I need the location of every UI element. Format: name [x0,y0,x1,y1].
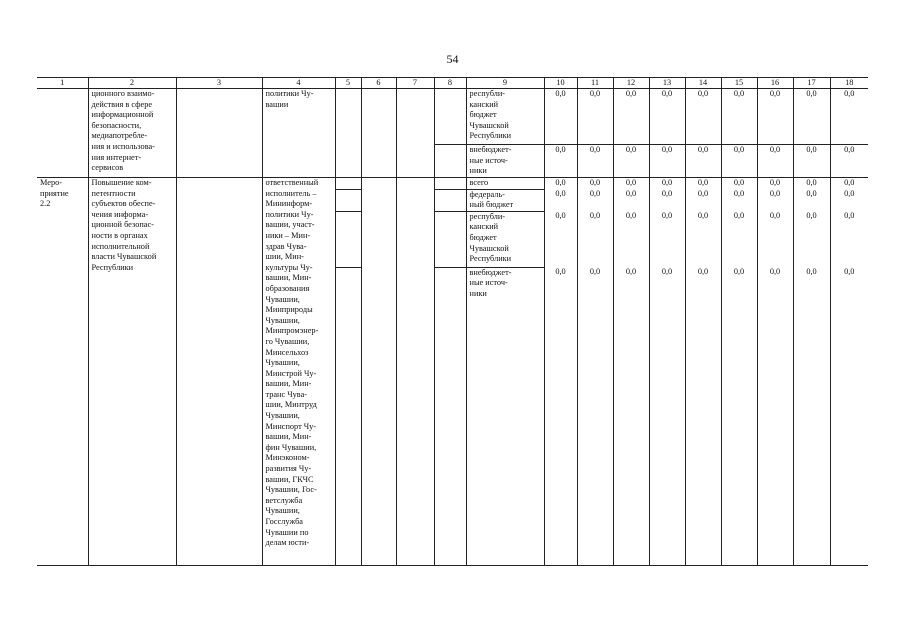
cell-col8 [434,89,466,145]
value-cell: 0,0 [577,178,613,190]
cell-col8 [434,145,466,178]
cell-col8 [434,189,466,211]
value-cell: 0,0 [685,189,721,211]
funding-source-cell: всего [466,178,544,190]
value-cell: 0,0 [685,211,721,267]
cell-col5 [335,267,361,565]
value-cell: 0,0 [721,267,757,565]
table-row [37,89,868,145]
value-cell: 0,0 [793,211,830,267]
value-cell: 0,0 [793,267,830,565]
value-cell: 0,0 [793,189,830,211]
value-cell: 0,0 [613,189,649,211]
column-number: 18 [830,78,868,89]
cell-col5 [335,189,361,211]
cell-col5 [335,89,361,178]
column-number: 13 [649,78,685,89]
funding-source-cell: федераль- ный бюджет [466,189,544,211]
column-number: 1 [37,78,88,89]
program-table [37,77,868,566]
column-number: 4 [262,78,335,89]
value-cell: 0,0 [830,145,868,178]
cell-col5 [335,211,361,267]
value-cell: 0,0 [793,89,830,145]
table-row [37,178,868,190]
value-cell: 0,0 [649,178,685,190]
funding-source-cell: республи- канский бюджет Чувашской Республики [466,89,544,145]
value-cell: 0,0 [830,178,868,190]
value-cell: 0,0 [544,89,577,145]
column-number: 9 [466,78,544,89]
value-cell: 0,0 [830,211,868,267]
column-number: 3 [176,78,262,89]
cell-col8 [434,211,466,267]
funding-source-cell: республи- канский бюджет Чувашской Республики [466,211,544,267]
value-cell: 0,0 [577,145,613,178]
value-cell: 0,0 [685,145,721,178]
value-cell: 0,0 [757,178,793,190]
value-cell: 0,0 [649,267,685,565]
value-cell: 0,0 [757,189,793,211]
activity-name-cell: Повышение ком- петентности субъектов обеспе- чения информа- ционной безопас- ности в органах исполнительной власти Чувашской Республики [88,178,176,566]
value-cell: 0,0 [544,211,577,267]
value-cell: 0,0 [544,145,577,178]
cell-col3 [176,89,262,178]
value-cell: 0,0 [721,189,757,211]
value-cell: 0,0 [757,267,793,565]
page-number: 54 [446,52,459,66]
funding-source-cell: внебюджет- ные источ- ники [466,145,544,178]
value-cell: 0,0 [830,189,868,211]
value-cell: 0,0 [577,89,613,145]
column-number: 17 [793,78,830,89]
cell-col8 [434,178,466,190]
column-number: 14 [685,78,721,89]
column-number: 15 [721,78,757,89]
cell-col6 [361,178,396,566]
column-number: 6 [361,78,396,89]
value-cell: 0,0 [613,89,649,145]
value-cell: 0,0 [544,189,577,211]
cell-col3 [176,178,262,566]
activity-number-cell: Меро- приятие 2.2 [37,178,88,566]
executor-cell: политики Чу- вашии [262,89,335,178]
value-cell: 0,0 [613,145,649,178]
value-cell: 0,0 [685,89,721,145]
value-cell: 0,0 [649,189,685,211]
value-cell: 0,0 [577,189,613,211]
value-cell: 0,0 [830,267,868,565]
value-cell: 0,0 [577,267,613,565]
value-cell: 0,0 [544,267,577,565]
value-cell: 0,0 [613,211,649,267]
value-cell: 0,0 [793,145,830,178]
value-cell: 0,0 [685,267,721,565]
column-number: 5 [335,78,361,89]
cell-col5 [335,178,361,190]
value-cell: 0,0 [757,89,793,145]
value-cell: 0,0 [649,145,685,178]
column-number: 11 [577,78,613,89]
column-number: 7 [396,78,434,89]
cell-col6 [361,89,396,178]
value-cell: 0,0 [649,211,685,267]
value-cell: 0,0 [649,89,685,145]
cell-col1 [37,89,88,178]
column-number: 8 [434,78,466,89]
value-cell: 0,0 [721,211,757,267]
cell-col7 [396,89,434,178]
column-number: 16 [757,78,793,89]
column-number: 12 [613,78,649,89]
value-cell: 0,0 [830,89,868,145]
value-cell: 0,0 [721,178,757,190]
cell-col8 [434,267,466,565]
value-cell: 0,0 [793,178,830,190]
value-cell: 0,0 [757,145,793,178]
activity-name-cell: ционного взаимо- действия в сфере информационной безопасности, медиапотребле- ния и использова- ния интернет- сервисов [88,89,176,178]
value-cell: 0,0 [685,178,721,190]
value-cell: 0,0 [577,211,613,267]
executor-cell: ответственный исполнитель – Мининформ- политики Чу- вашии, участ- ники – Мин- здрав Чува- шии, Мин- культуры Чу- вашии, Мин- образования Чувашии, Минприроды Чувашии, Минпромэнер- го Чувашии, Минсельхоз Чувашии, Минстрой Чу- вашии, Мин- транс Чува- шии, Минтруд Чувашии, Минспорт Чу- вашии, Мин- фин Чувашии, Минэконом- развития Чу- вашии, ГКЧС Чувашии, Гос- ветслужба Чувашии, Госслужба Чувашии по делам юсти- [262,178,335,566]
column-number: 10 [544,78,577,89]
value-cell: 0,0 [613,267,649,565]
value-cell: 0,0 [721,145,757,178]
column-number-row [37,78,868,89]
value-cell: 0,0 [721,89,757,145]
value-cell: 0,0 [544,178,577,190]
funding-source-cell: внебюджет- ные источ- ники [466,267,544,565]
value-cell: 0,0 [613,178,649,190]
value-cell: 0,0 [757,211,793,267]
cell-col7 [396,178,434,566]
column-number: 2 [88,78,176,89]
